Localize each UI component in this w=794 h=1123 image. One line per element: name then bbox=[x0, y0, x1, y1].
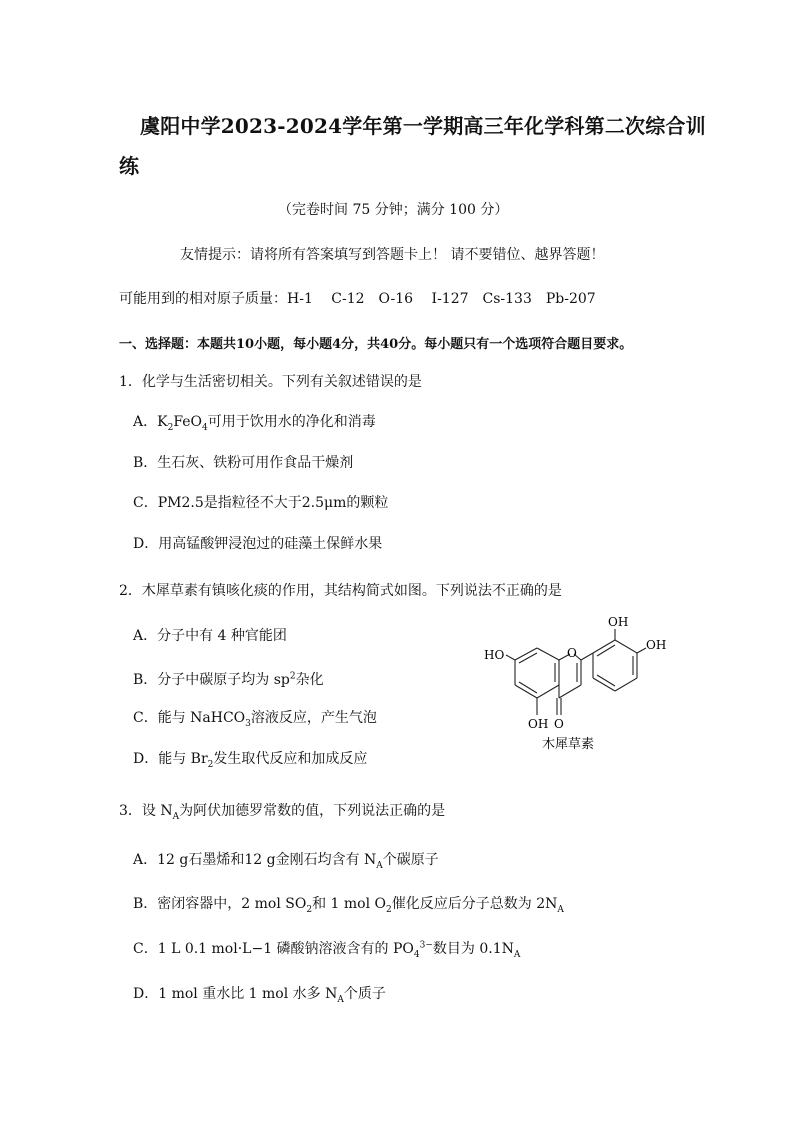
q2-option-d: D．能与 $Br_2$发生取代反应和加成反应 bbox=[133, 751, 368, 770]
atomic-masses: 可能用到的相对原子质量：H-1 C-12 O-16 I-127 Cs-133 Pb-207 bbox=[119, 291, 596, 307]
structure-caption: 木犀草素 bbox=[542, 737, 595, 752]
luteolin-structure-figure bbox=[470, 612, 667, 757]
q1-option-b: B．生石灰、铁粉可用作食品干燥剂 bbox=[133, 455, 354, 471]
structure-label-o-ring: O bbox=[567, 646, 577, 660]
structure-label-oh-right: OH bbox=[646, 638, 667, 652]
structure-bonds bbox=[506, 629, 646, 715]
exam-info: （完卷时间 75 分钟；满分 100 分） bbox=[278, 202, 509, 218]
q2-stem: 2．木犀草素有镇咳化痰的作用，其结构简式如图。下列说法不正确的是 bbox=[119, 583, 562, 599]
q3-option-a: A．12 g石墨烯和12 g金刚石均含有 $N_A$个碳原子 bbox=[133, 852, 439, 871]
q1-stem: 1．化学与生活密切相关。下列有关叙述错误的是 bbox=[119, 374, 422, 390]
section-heading: 一、选择题：本题共10小题，每小题4分，共40分。每小题只有一个选项符合题目要求。 bbox=[119, 337, 633, 352]
structure-label-oh-top: OH bbox=[608, 615, 629, 629]
tip-text: 友情提示：请将所有答案填写到答题卡上！ 请不要错位、越界答题！ bbox=[180, 247, 605, 263]
structure-label-ho-left: HO bbox=[484, 648, 505, 662]
q1-option-d: D．用高锰酸钾浸泡过的硅藻土保鲜水果 bbox=[133, 536, 383, 552]
q3-stem: 3．设 $N_A$为阿伏加德罗常数的值，下列说法正确的是 bbox=[119, 803, 446, 822]
structure-label-o-carbonyl: O bbox=[554, 717, 564, 731]
q3-option-b: B．密闭容器中，2 mol $SO_2$和 1 mol $O_2$催化反应后分子总数为 $2N_A$ bbox=[133, 896, 564, 915]
q3-option-c: C．1 L 0.1 mol·L−1 磷酸钠溶液含有的 $PO_4^{3-}$数目为 $0.1N_A$ bbox=[133, 940, 521, 960]
q2-option-b: B．分子中碳原子均为 $sp^2$杂化 bbox=[133, 671, 324, 688]
structure-label-oh-bottom: OH bbox=[528, 717, 549, 731]
page-title-line1: 虞阳中学2023-2024学年第一学期高三年化学科第二次综合训 bbox=[140, 114, 706, 138]
q2-option-a: A．分子中有 4 种官能团 bbox=[133, 628, 287, 644]
q1-option-a: A．$K_2FeO_4$可用于饮用水的净化和消毒 bbox=[133, 414, 376, 433]
q3-option-d: D．1 mol 重水比 1 mol 水多 $N_A$个质子 bbox=[133, 986, 386, 1005]
q1-option-c: C．PM2.5是指粒径不大于2.5μm的颗粒 bbox=[133, 495, 389, 511]
q2-option-c: C．能与 NaHCO$_3$溶液反应，产生气泡 bbox=[133, 710, 377, 729]
page-title-line2: 练 bbox=[119, 154, 140, 178]
